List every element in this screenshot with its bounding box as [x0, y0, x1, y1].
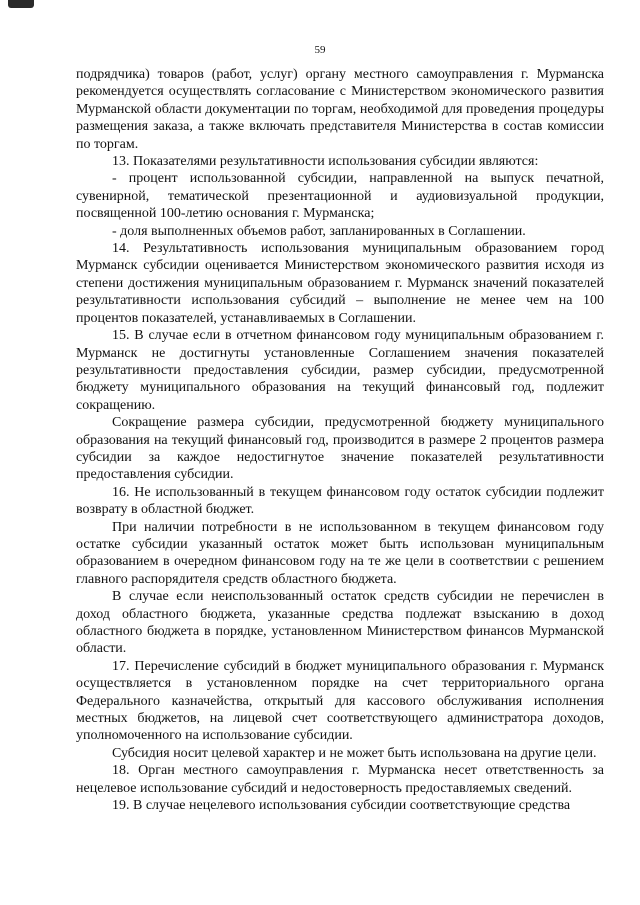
paragraph-16: 16. Не использованный в текущем финансовом году остаток субсидии подлежит возврату в областной бюджет. — [76, 484, 604, 518]
page-number: 59 — [314, 44, 326, 56]
paragraph-continuation: подрядчика) товаров (работ, услуг) органу местного самоуправления г. Мурманска рекомендуется осуществлять согласование с Министерством экономического развития Мурманской области документации по торгам, необходимой для проведения процедуры размещения заказа, а также включать представителя Министерства в состав комиссии по торгам. — [76, 67, 604, 152]
paragraph-19: 19. В случае нецелевого использования субсидии соответствующие средства — [112, 798, 571, 814]
paragraph-14: 14. Результативность использования муниципальным образованием город Мурманск субсидии оценивается Министерством экономического развития исходя из степени достижения муниципальным образованием г. Мурманск значений показателей результативности использования субсидий – выполнение не менее чем на 100 процентов показателей, устанавливаемых в Соглашении. — [76, 241, 604, 326]
document-body — [76, 66, 604, 814]
paragraph-15: 15. В случае если в отчетном финансовом году муниципальным образованием г. Мурманск не достигнуты установленные Соглашением значения показателей результативности предоставления субсидии, размер субсидии, предусмотренной бюджету муниципального образования на текущий финансовый год, подлежит сокращению. — [76, 328, 604, 413]
paragraph-13: 13. Показателями результативности использования субсидии являются: — [112, 154, 539, 170]
paragraph-18: 18. Орган местного самоуправления г. Мурманска несет ответственность за нецелевое использование субсидий и недостоверность предоставляемых сведений. — [76, 763, 604, 796]
paragraph-17-purpose: Субсидия носит целевой характер и не может быть использована на другие цели. — [112, 745, 597, 761]
paragraph-15-reduction: Сокращение размера субсидии, предусмотренной бюджету муниципального образования на текущий финансовый год, производится в размере 2 процентов размера субсидии за каждое недостигнутое значение показателей результативности предоставления субсидии. — [76, 415, 604, 483]
paragraph-17: 17. Перечисление субсидий в бюджет муниципального образования г. Мурманск осуществляется в установленном порядке на счет территориального органа Федерального казначейства, открытый для кассового обслуживания исполнения местных бюджетов, на лицевой счет соответствующего администратора доходов, уполномоченного на использование субсидии. — [76, 658, 604, 744]
list-item-percent-used: - процент использованной субсидии, направленной на выпуск печатной, сувенирной, тематической презентационной и аудиовизуальной продукции, посвященной 100-летию основания г. Мурманска; — [76, 171, 604, 222]
scan-corner-mark — [8, 0, 34, 8]
paragraph-16-recovery: В случае если неиспользованный остаток средств субсидии не перечислен в доход областного бюджета, указанные средства подлежат взысканию в доход областного бюджета в порядке, установленном Министерством финансов Мурманской области. — [76, 589, 604, 657]
paragraph-16-need: При наличии потребности в не использованном в текущем финансовом году остатке субсидии указанный остаток может быть использован муниципальным образованием в очередном финансовом году на те же цели в соответствии с решением главного распорядителя средств областного бюджета. — [76, 519, 604, 587]
list-item-share-completed: - доля выполненных объемов работ, запланированных в Соглашении. — [112, 223, 526, 239]
